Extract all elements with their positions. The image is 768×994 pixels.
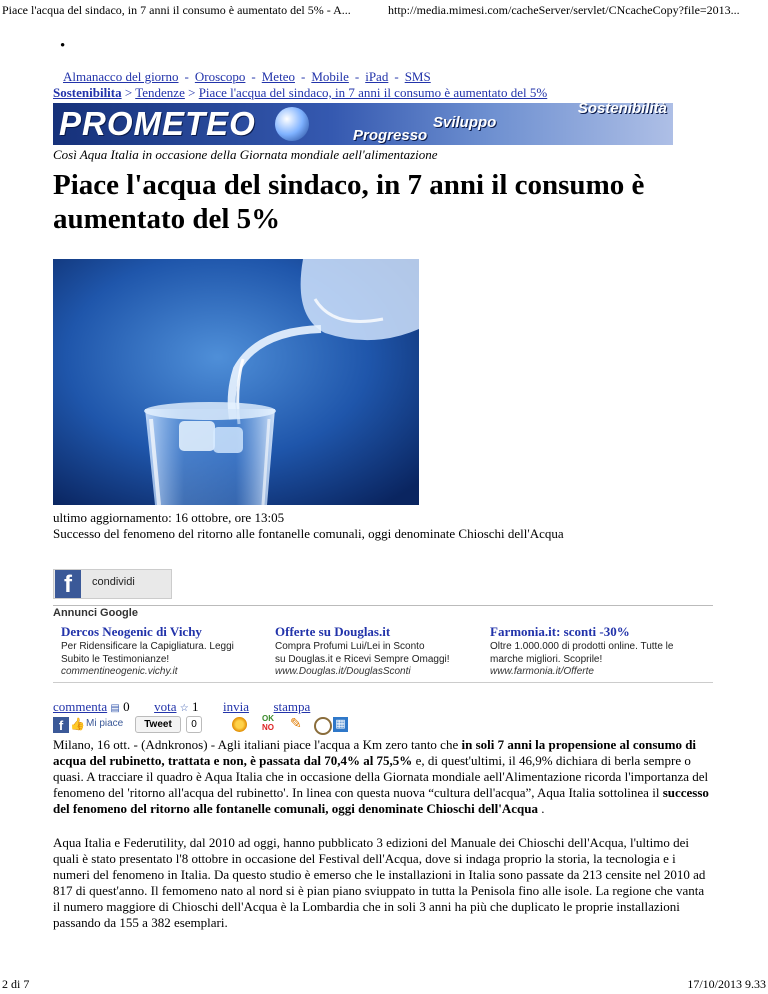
paragraph-bold: successo del fenomeno del ritorno alle fontanelle comunali, oggi denominate Chioschi dell'Acqua [53, 785, 709, 816]
ad-text: Oltre 1.000.000 di prodotti online. Tutte le [490, 641, 674, 652]
banner-logo: PROMETEO [59, 105, 256, 142]
ad-text: Subito le Testimonianze! [61, 654, 170, 665]
article-actions [53, 699, 310, 715]
paragraph-text: . [537, 801, 545, 816]
tweet-button[interactable]: Tweet [135, 716, 181, 733]
nav-almanacco-link[interactable]: Almanacco del giorno [63, 69, 179, 84]
banner-word-sostenibilita: Sostenibilità [577, 103, 667, 117]
breadcrumb [53, 85, 547, 101]
comment-link[interactable]: commenta [53, 699, 108, 714]
send-link[interactable]: invia [222, 699, 249, 714]
comment-count: 0 [123, 699, 130, 714]
ad-text: marche migliori. Scoprile! [490, 654, 603, 665]
ad-text: su Douglas.it e Ricevi Sempre Omaggi! [275, 654, 450, 665]
paragraph-text: e, di quest'ultimi, il 46,9% dichiara di berla sempre o quasi. A tracciare il quadro è Aqua Italia che in occasione della Giornata mondiale aell'Alimentazione ricorda l'importanza del fenomeno del 'ritorno all'acqua del rubinetto'. In linea con questa nuova “cultura dell'acqua”, Aqua Italia sottolinea il [53, 753, 709, 800]
print-datetime: 17/10/2013 9.33 [687, 977, 766, 991]
nav-sep: - [251, 69, 256, 84]
breadcrumb-sep: > [188, 85, 196, 100]
google-ads-box [53, 605, 713, 683]
nav-sep: - [300, 69, 306, 84]
banner-word-sviluppo: Sviluppo [433, 114, 497, 131]
ad-title-link[interactable]: Dercos Neogenic di Vichy [61, 624, 202, 639]
nav-meteo-link[interactable]: Meteo [261, 69, 295, 84]
comment-icon: ▤ [110, 703, 120, 714]
globe-icon [275, 107, 309, 141]
ad-url[interactable]: commentineogenic.vichy.it [61, 666, 178, 677]
top-nav [63, 69, 431, 85]
vote-icon: ☆ [179, 703, 189, 714]
okno-share-icon[interactable]: OK NO [262, 714, 274, 732]
nav-sep: - [184, 69, 189, 84]
nav-sep: - [394, 69, 399, 84]
page-number: 2 di 7 [2, 977, 30, 991]
page-title-header: Piace l'acqua del sindaco, in 7 anni il consumo è aumentato del 5% - A... [2, 3, 351, 17]
circle-share-icon[interactable] [314, 717, 332, 735]
ad-text: Compra Profumi Lui/Lei in Sconto [275, 641, 425, 652]
breadcrumb-sep: > [124, 85, 133, 100]
breadcrumb-section-link[interactable]: Sostenibilita [53, 85, 122, 100]
share-label: condividi [92, 576, 135, 588]
list-bullet: • [60, 38, 66, 54]
article-paragraph-1 [53, 737, 713, 817]
vote-link[interactable]: vota [154, 699, 177, 714]
banner-word-progresso: Progresso [353, 127, 428, 144]
prometeo-banner[interactable] [53, 103, 673, 145]
facebook-icon: f [53, 717, 69, 733]
ad-item[interactable] [275, 624, 480, 677]
last-updated: ultimo aggiornamento: 16 ottobre, ore 13:05 [53, 510, 285, 525]
thumbs-up-icon: 👍 [70, 717, 85, 731]
facebook-icon: f [55, 570, 81, 598]
breadcrumb-current-link[interactable]: Piace l'acqua del sindaco, in 7 anni il consumo è aumentato del 5% [198, 85, 548, 100]
nav-sep: - [354, 69, 360, 84]
banner-caption: Così Aqua Italia in occasione della Giornata mondiale aell'alimentazione [53, 147, 438, 162]
grid-share-icon[interactable]: ▦ [333, 717, 348, 732]
nav-ipad-link[interactable]: iPad [365, 69, 389, 84]
nav-sms-link[interactable]: SMS [404, 69, 431, 84]
vote-count: 1 [191, 699, 199, 714]
tweet-count: 0 [186, 716, 202, 733]
paragraph-text: Milano, 16 ott. - (Adnkronos) - Agli italiani piace l'acqua a Km zero tanto che [53, 737, 462, 752]
article-meta [53, 510, 564, 542]
ad-text: Per Ridensificare la Capigliatura. Leggi [61, 641, 234, 652]
ad-title-link[interactable]: Farmonia.it: sconti -30% [490, 624, 630, 639]
article-title: Piace l'acqua del sindaco, in 7 anni il consumo è aumentato del 5% [53, 169, 645, 235]
article-photo [53, 259, 419, 505]
page-url-header: http://media.mimesi.com/cacheServer/servlet/CNcacheCopy?file=2013... [388, 3, 740, 17]
paragraph-bold: in soli 7 anni la propensione al consumo di acqua del rubinetto, trattata e non, è passata dal 70,4% al 75,5% [53, 737, 697, 768]
ad-url[interactable]: www.Douglas.it/DouglasSconti [275, 666, 411, 677]
article-subtitle: Successo del fenomeno del ritorno alle fontanelle comunali, oggi denominate Chioschi dell'Acqua [53, 526, 564, 541]
bookmark-share-icon[interactable]: ✎ [290, 717, 302, 732]
facebook-share-button[interactable] [53, 569, 172, 599]
ad-url[interactable]: www.farmonia.it/Offerte [490, 666, 594, 677]
nav-mobile-link[interactable]: Mobile [311, 69, 349, 84]
sun-share-icon[interactable] [232, 717, 247, 732]
ad-title-link[interactable]: Offerte su Douglas.it [275, 624, 391, 639]
ads-label: Annunci Google [53, 607, 138, 619]
nav-oroscopo-link[interactable]: Oroscopo [194, 69, 246, 84]
article-paragraph-2: Aqua Italia e Federutility, dal 2010 ad oggi, hanno pubblicato 3 edizioni del Manuale dei Chioschi dell'Acqua, l'ultimo dei quali è stato presentato l'8 ottobre in occasione del Festival dell'Acqua, dove si indaga proprio la storia, la tecnologia e i numeri del fenomeno in Italia. Da questo studio è emerso che le installazioni in Italia sono passate da 213 censite nel 2010 ad 817 di quest'anno. Il femomeno nato al nord si è pian piano sviuppato in tutta la Penisola fino alle isole. La regione che vanta il numero maggiore di Chioschi dell'Acqua è la Lombardia che in soli 3 anni ha più che duplicato le proprie installazioni passando da 155 a 382 esemplari. [53, 835, 706, 930]
print-link[interactable]: stampa [273, 699, 311, 714]
ad-item[interactable] [490, 624, 695, 677]
breadcrumb-sub-link[interactable]: Tendenze [135, 85, 185, 100]
like-button[interactable]: Mi piace [86, 718, 124, 729]
ad-item[interactable] [61, 624, 266, 677]
